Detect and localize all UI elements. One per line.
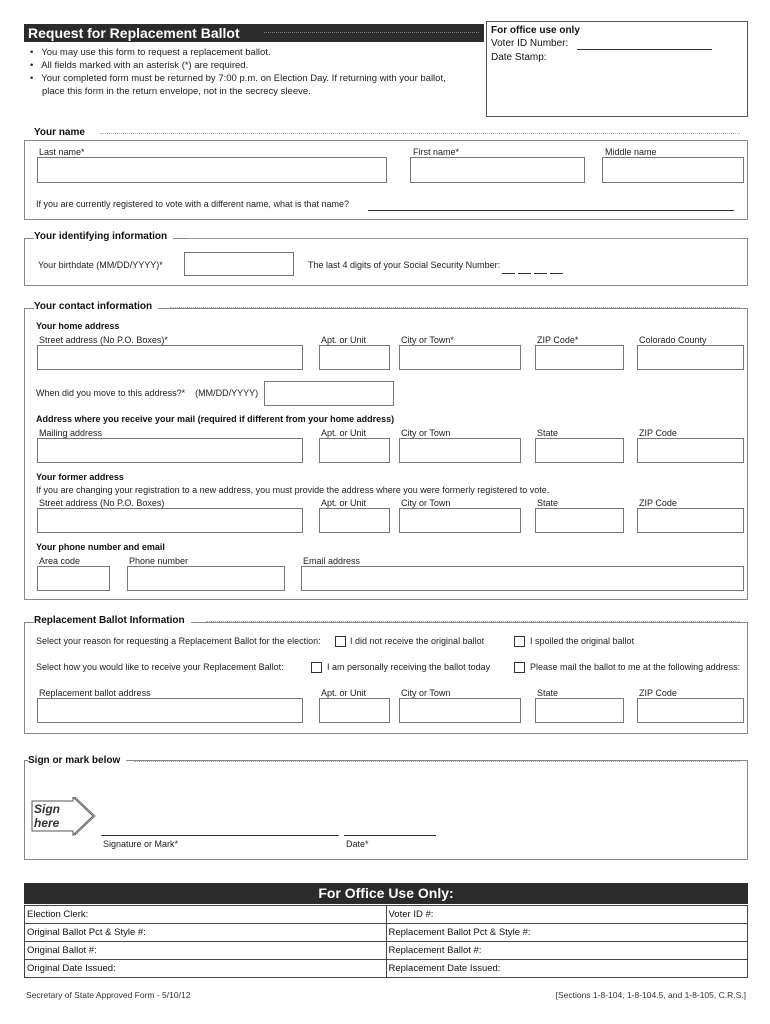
mailing-address-field[interactable] — [37, 438, 303, 463]
ssn-label: The last 4 digits of your Social Security Number: — [308, 260, 501, 270]
home-apt-field[interactable] — [319, 345, 390, 370]
contact-section-title: Your contact information — [34, 301, 158, 312]
birthdate-field[interactable] — [184, 252, 294, 276]
mailing-label: Mailing address — [39, 428, 103, 438]
state-label: State — [537, 428, 559, 438]
zip-label: ZIP Code — [639, 498, 677, 508]
method-mail-label: Please mail the ballot to me at the following address: — [530, 662, 741, 672]
reason-not-received-checkbox[interactable] — [335, 636, 346, 647]
signature-line[interactable] — [101, 835, 339, 836]
office-use-title: For office use only — [491, 25, 580, 36]
county-label: Colorado County — [639, 335, 707, 345]
former-street-field[interactable] — [37, 508, 303, 533]
apt-label: Apt. or Unit — [321, 688, 367, 698]
former-apt-field[interactable] — [319, 508, 390, 533]
ssn-digit-3[interactable] — [534, 273, 547, 274]
former-city-field[interactable] — [399, 508, 521, 533]
orig-ballot-cell[interactable]: Original Ballot #: — [25, 942, 387, 960]
middle-name-label: Middle name — [605, 147, 657, 157]
replacement-zip-field[interactable] — [637, 698, 744, 723]
city-label: City or Town — [401, 428, 451, 438]
repl-date-cell[interactable]: Replacement Date Issued: — [386, 960, 748, 978]
replacement-addr-label: Replacement ballot address — [39, 688, 151, 698]
office-use-bar — [24, 883, 748, 904]
apt-label: Apt. or Unit — [321, 428, 367, 438]
former-state-field[interactable] — [535, 508, 624, 533]
replacement-apt-field[interactable] — [319, 698, 390, 723]
voter-id-cell[interactable]: Voter ID #: — [386, 906, 748, 924]
home-address-title: Your home address — [36, 321, 120, 331]
method-mail-checkbox[interactable] — [514, 662, 525, 673]
orig-pct-style-cell[interactable]: Original Ballot Pct & Style #: — [25, 924, 387, 942]
home-city-field[interactable] — [399, 345, 521, 370]
sign-date-label: Date* — [346, 839, 369, 849]
table-row — [25, 906, 748, 924]
orig-date-cell[interactable]: Original Date Issued: — [25, 960, 387, 978]
city-label: City or Town — [401, 688, 451, 698]
replacement-state-field[interactable] — [535, 698, 624, 723]
replacement-city-field[interactable] — [399, 698, 521, 723]
last-name-field[interactable] — [37, 157, 387, 183]
footer-right: [Sections 1-8-104, 1-8-104.5, and 1-8-105, C.R.S.] — [555, 990, 746, 1000]
phone-field[interactable] — [127, 566, 285, 591]
zip-label: ZIP Code — [639, 428, 677, 438]
mailing-state-field[interactable] — [535, 438, 624, 463]
last-name-label: Last name* — [39, 147, 85, 157]
former-address-note: If you are changing your registration to a new address, you must provide the address where you were formerly registered to vote. — [36, 485, 550, 495]
name-section-title: Your name — [34, 127, 91, 138]
ssn-digit-1[interactable] — [502, 273, 515, 274]
table-row — [25, 924, 748, 942]
move-date-label: When did you move to this address?* (MM/DD/YYYY) — [36, 388, 259, 398]
voter-id-line[interactable] — [577, 49, 712, 50]
office-use-table — [24, 905, 748, 978]
area-code-field[interactable] — [37, 566, 110, 591]
method-question: Select how you would like to receive your Replacement Ballot: — [36, 662, 284, 672]
state-label: State — [537, 688, 559, 698]
reason-spoiled-label: I spoiled the original ballot — [530, 636, 635, 646]
section-rule — [170, 307, 740, 309]
table-row — [25, 960, 748, 978]
email-label: Email address — [303, 556, 361, 566]
phone-label: Phone number — [129, 556, 189, 566]
table-row — [25, 942, 748, 960]
sign-section-title: Sign or mark below — [28, 755, 126, 766]
method-in-person-label: I am personally receiving the ballot today — [327, 662, 491, 672]
city-label: City or Town* — [401, 335, 454, 345]
zip-label: ZIP Code — [639, 688, 677, 698]
mailing-apt-field[interactable] — [319, 438, 390, 463]
phone-email-title: Your phone number and email — [36, 542, 165, 552]
mailing-zip-field[interactable] — [637, 438, 744, 463]
bullet-1: • You may use this form to request a replacement ballot. — [30, 47, 271, 58]
home-zip-field[interactable] — [535, 345, 624, 370]
zip-label: ZIP Code* — [537, 335, 579, 345]
apt-label: Apt. or Unit — [321, 498, 367, 508]
office-use-box — [486, 21, 748, 117]
reason-question: Select your reason for requesting a Replacement Ballot for the election: — [36, 636, 321, 646]
reason-not-received-label: I did not receive the original ballot — [350, 636, 485, 646]
apt-label: Apt. or Unit — [321, 335, 367, 345]
area-code-label: Area code — [39, 556, 81, 566]
replacement-addr-field[interactable] — [37, 698, 303, 723]
other-name-question: If you are currently registered to vote with a different name, what is that name? — [36, 199, 349, 209]
ident-section-title: Your identifying information — [34, 231, 173, 242]
title-dots — [264, 32, 479, 33]
middle-name-field[interactable] — [602, 157, 744, 183]
footer-left: Secretary of State Approved Form - 5/10/12 — [26, 990, 191, 1000]
form-title: Request for Replacement Ballot — [28, 25, 240, 41]
section-rule — [190, 238, 740, 240]
street-label: Street address (No P.O. Boxes) — [39, 498, 165, 508]
former-zip-field[interactable] — [637, 508, 744, 533]
city-label: City or Town — [401, 498, 451, 508]
first-name-label: First name* — [413, 147, 460, 157]
repl-ballot-cell[interactable]: Replacement Ballot #: — [386, 942, 748, 960]
office-use-bar-title: For Office Use Only: — [318, 885, 454, 901]
mailing-city-field[interactable] — [399, 438, 521, 463]
home-street-field[interactable] — [37, 345, 303, 370]
section-rule — [134, 761, 740, 763]
home-county-field[interactable] — [637, 345, 744, 370]
election-clerk-cell[interactable]: Election Clerk: — [25, 906, 387, 924]
bullet-2: • All fields marked with an asterisk (*) are required. — [30, 60, 249, 71]
ssn-digit-2[interactable] — [518, 273, 531, 274]
date-stamp-label: Date Stamp: — [491, 52, 547, 63]
first-name-field[interactable] — [410, 157, 585, 183]
section-rule — [100, 133, 740, 135]
method-in-person-checkbox[interactable] — [311, 662, 322, 673]
sign-date-line[interactable] — [344, 835, 436, 836]
mailing-title: Address where you receive your mail (required if different from your home address) — [36, 414, 395, 424]
reason-spoiled-checkbox[interactable] — [514, 636, 525, 647]
sign-here-label: Sign here — [34, 802, 60, 830]
replacement-section-title: Replacement Ballot Information — [34, 615, 191, 626]
email-field[interactable] — [301, 566, 744, 591]
form-title-bar — [24, 24, 484, 42]
ssn-digit-4[interactable] — [550, 273, 563, 274]
bullet-3-cont: place this form in the return envelope, not in the secrecy sleeve. — [42, 86, 311, 97]
bullet-3: • Your completed form must be returned by 7:00 p.m. on Election Day. If returning with your ballot, — [30, 73, 446, 84]
signature-label: Signature or Mark* — [103, 839, 179, 849]
birthdate-label: Your birthdate (MM/DD/YYYY)* — [38, 260, 163, 270]
voter-id-label: Voter ID Number: — [491, 38, 569, 49]
former-address-title: Your former address — [36, 472, 124, 482]
state-label: State — [537, 498, 559, 508]
repl-pct-style-cell[interactable]: Replacement Ballot Pct & Style #: — [386, 924, 748, 942]
section-rule — [206, 621, 740, 623]
move-date-field[interactable] — [264, 381, 394, 406]
street-label: Street address (No P.O. Boxes)* — [39, 335, 168, 345]
other-name-line[interactable] — [368, 210, 734, 211]
